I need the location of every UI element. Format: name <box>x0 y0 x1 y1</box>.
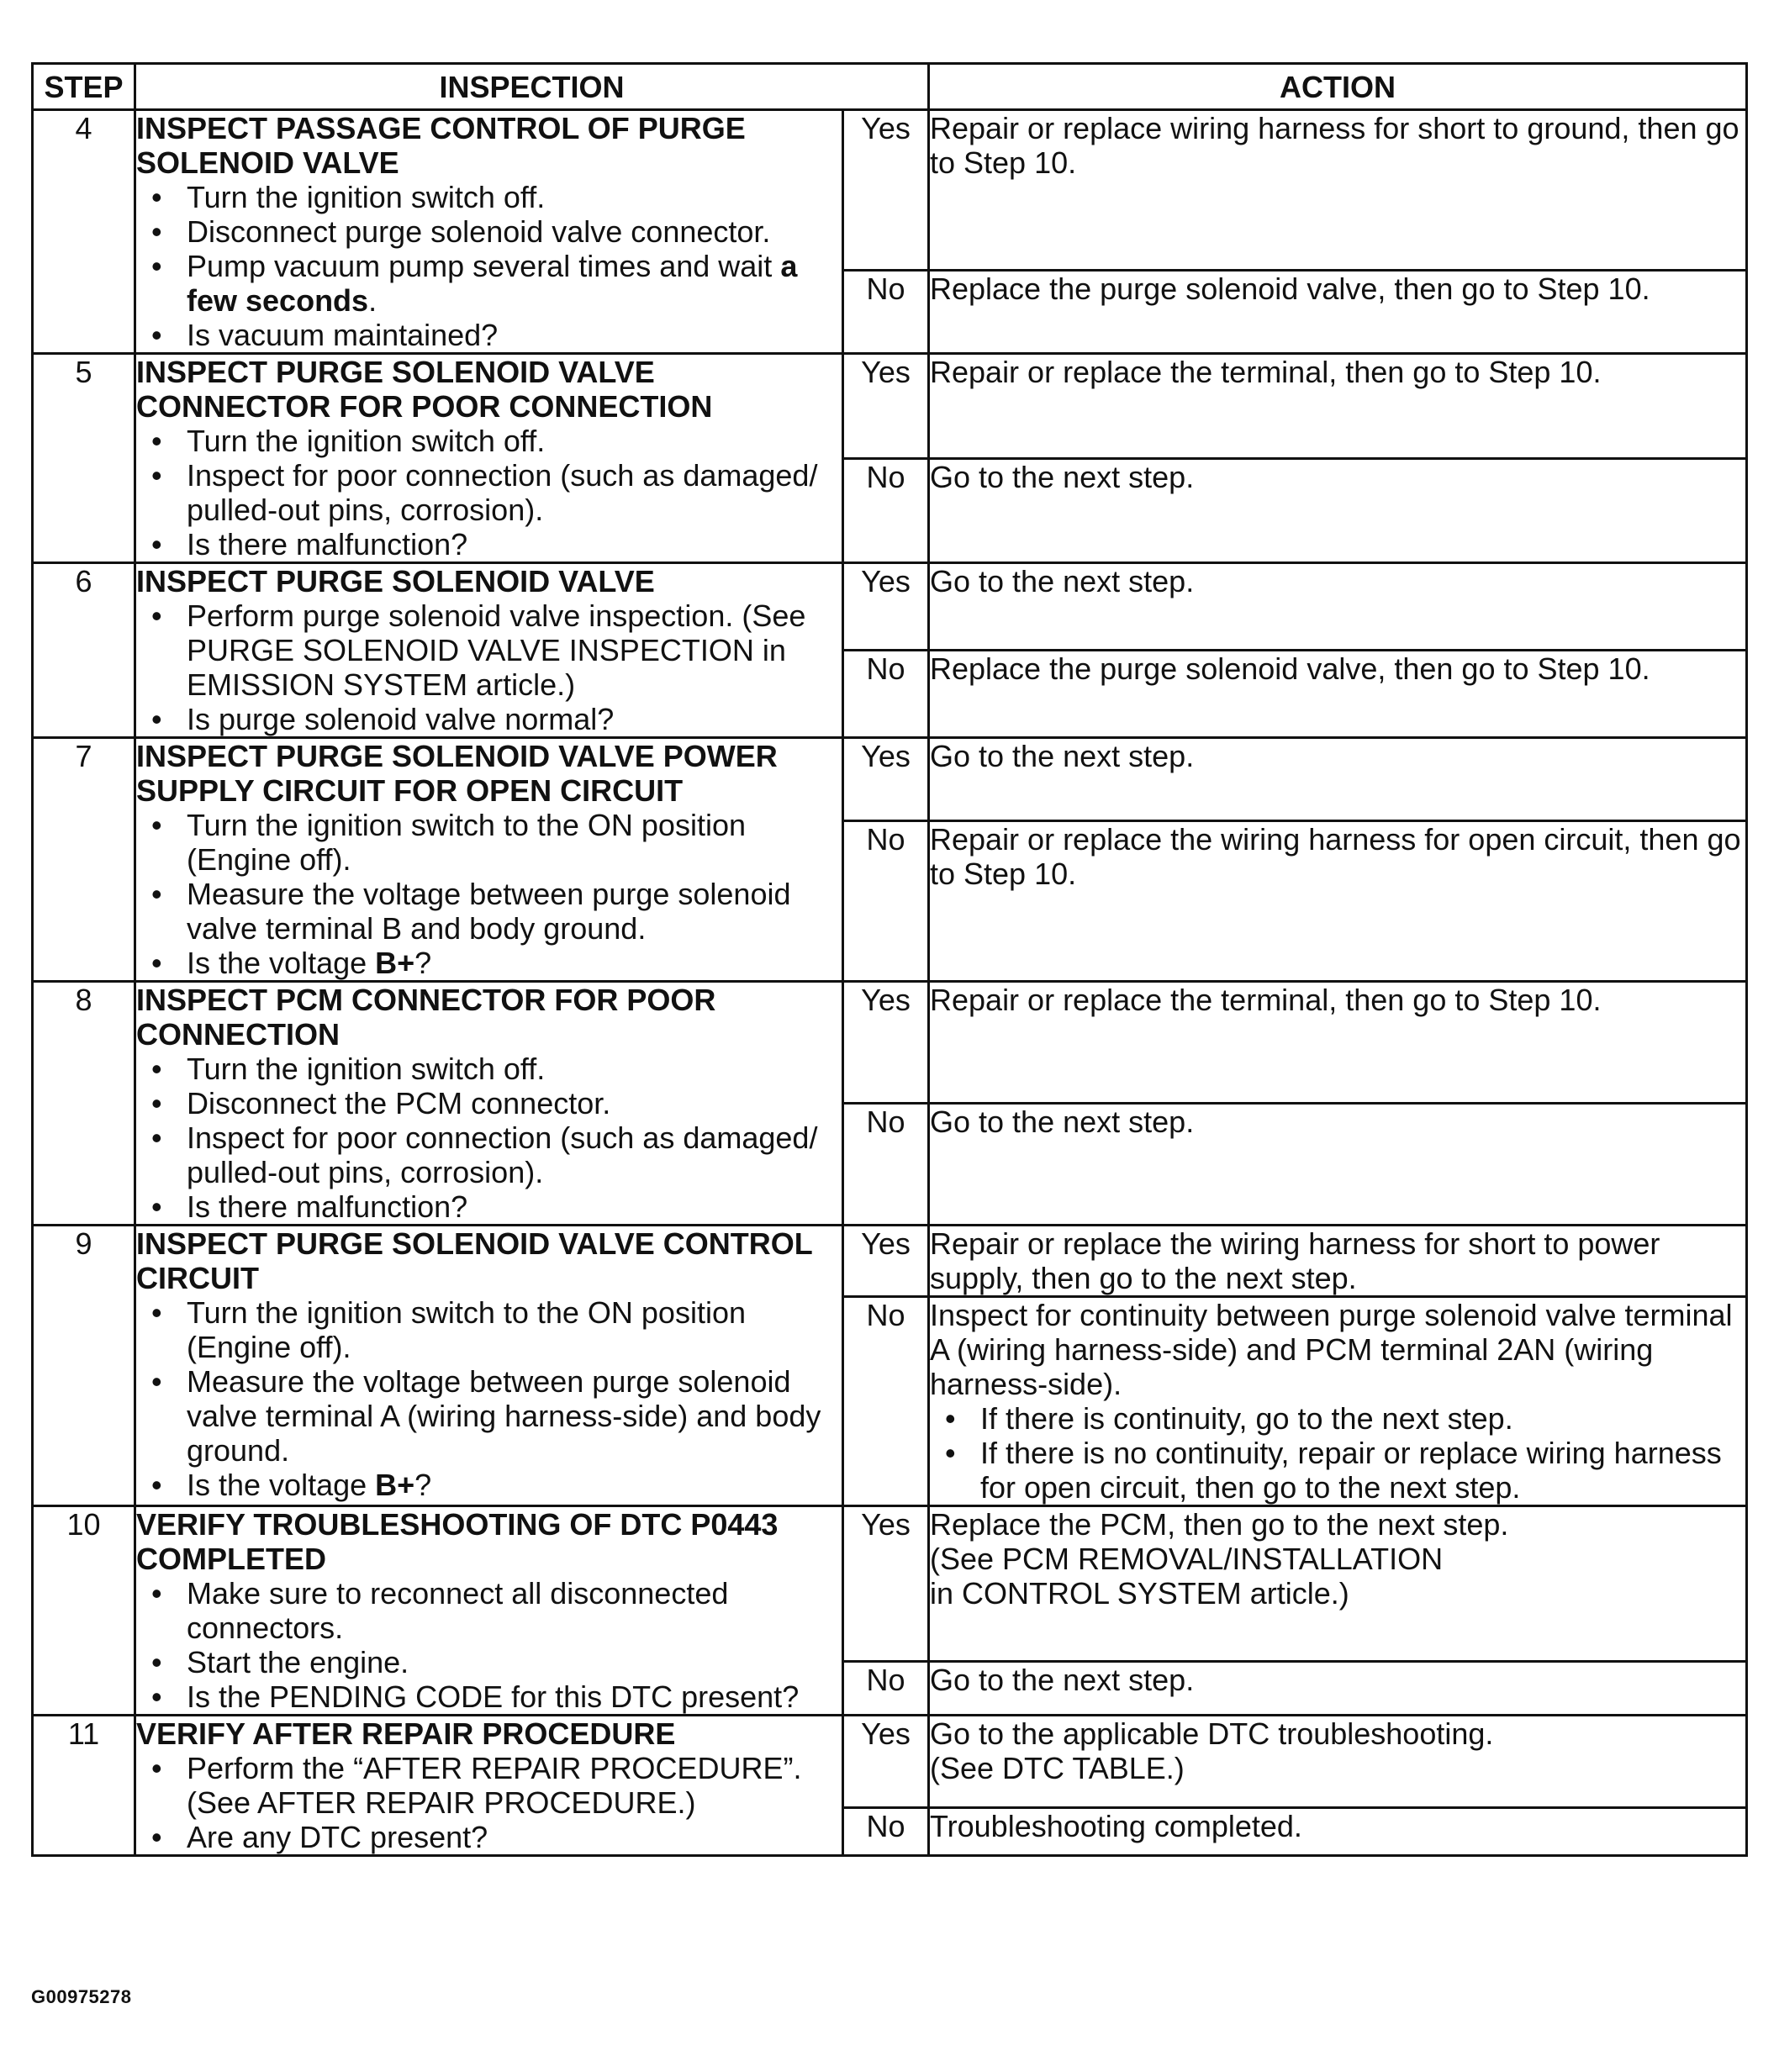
no-action-text: Replace the purge solenoid valve, then go to Step 10. <box>930 272 1650 307</box>
inspection-step: • Turn the ignition switch off. <box>187 180 842 214</box>
no-action-substep: • If there is no continuity, repair or replace wiring harness for open circuit, then go to the next step. <box>980 1436 1745 1505</box>
step-number: 6 <box>33 563 135 738</box>
inspection-title: INSPECT PURGE SOLENOID VALVE CONNECTOR FOR POOR CONNECTION <box>136 355 713 424</box>
inspection-step-emphasis: a few seconds <box>187 249 798 318</box>
no-action-substeps <box>930 1401 1745 1505</box>
no-action <box>929 271 1747 354</box>
yes-action: Repair or replace wiring harness for short to ground, then go to Step 10. <box>929 110 1747 271</box>
inspection-step: • Disconnect the PCM connector. <box>187 1086 842 1120</box>
inspection-title: INSPECT PASSAGE CONTROL OF PURGE SOLENOID VALVE <box>136 111 746 180</box>
no-action-text: Repair or replace the wiring harness for open circuit, then go to Step 10. <box>930 821 1741 891</box>
yes-action: Replace the PCM, then go to the next step. (See PCM REMOVAL/INSTALLATION in CONTROL SYSTEM article.) <box>929 1506 1747 1662</box>
no-action <box>929 651 1747 738</box>
table-row <box>33 354 1747 459</box>
inspection-step: • Is the PENDING CODE for this DTC present? <box>187 1679 842 1714</box>
yes-label: Yes <box>843 1226 929 1297</box>
table-header-row <box>33 64 1747 110</box>
inspection-cell <box>135 563 843 738</box>
inspection-step: • Perform the “AFTER REPAIR PROCEDURE”. (See AFTER REPAIR PROCEDURE.) <box>187 1751 842 1820</box>
step-column-header: STEP <box>33 64 135 110</box>
no-label: No <box>843 271 929 354</box>
inspection-steps <box>136 598 842 736</box>
table-row <box>33 1506 1747 1662</box>
inspection-cell <box>135 738 843 982</box>
inspection-step <box>187 249 842 318</box>
inspection-step: • Inspect for poor connection (such as damaged/ pulled-out pins, corrosion). <box>187 1120 842 1189</box>
no-action <box>929 820 1747 981</box>
inspection-steps <box>136 808 842 980</box>
yes-label: Yes <box>843 110 929 271</box>
inspection-step-tail: ? <box>414 1468 432 1502</box>
step-number: 5 <box>33 354 135 563</box>
table-row <box>33 1716 1747 1808</box>
inspection-cell <box>135 982 843 1226</box>
table-row <box>33 982 1747 1104</box>
inspection-steps <box>136 1052 842 1224</box>
no-label: No <box>843 1297 929 1506</box>
no-action-text: Go to the next step. <box>930 1105 1195 1139</box>
step-number: 9 <box>33 1226 135 1506</box>
yes-label: Yes <box>843 982 929 1104</box>
inspection-step-emphasis: B+ <box>375 946 415 980</box>
no-action-text: Troubleshooting completed. <box>930 1809 1302 1844</box>
inspection-step: • Make sure to reconnect all disconnected connectors. <box>187 1576 842 1645</box>
inspection-step <box>187 946 842 980</box>
step-number: 4 <box>33 110 135 354</box>
yes-action: Repair or replace the terminal, then go to Step 10. <box>929 354 1747 459</box>
step-number: 8 <box>33 982 135 1226</box>
inspection-step-emphasis: B+ <box>375 1468 415 1502</box>
inspection-step: • Turn the ignition switch to the ON position (Engine off). <box>187 1295 842 1364</box>
no-action-text: Replace the purge solenoid valve, then go to Step 10. <box>930 651 1650 686</box>
yes-label: Yes <box>843 1506 929 1662</box>
inspection-step: • Turn the ignition switch off. <box>187 1052 842 1086</box>
yes-label: Yes <box>843 563 929 651</box>
inspection-cell <box>135 1506 843 1716</box>
step-number: 11 <box>33 1716 135 1856</box>
inspection-title: INSPECT PURGE SOLENOID VALVE POWER SUPPLY CIRCUIT FOR OPEN CIRCUIT <box>136 739 778 808</box>
no-label: No <box>843 820 929 981</box>
yes-action: Go to the next step. <box>929 738 1747 821</box>
table-body <box>33 110 1747 1856</box>
no-label: No <box>843 1808 929 1856</box>
table-row <box>33 110 1747 271</box>
no-action-text: Go to the next step. <box>930 459 1195 494</box>
yes-action: Repair or replace the terminal, then go to Step 10. <box>929 982 1747 1104</box>
yes-label: Yes <box>843 1716 929 1808</box>
inspection-step: • Is there malfunction? <box>187 1189 842 1224</box>
inspection-column-header: INSPECTION <box>135 64 929 110</box>
inspection-step <box>187 1468 842 1502</box>
no-action <box>929 458 1747 563</box>
inspection-step: • Is purge solenoid valve normal? <box>187 702 842 736</box>
inspection-cell <box>135 354 843 563</box>
figure-id: G00975278 <box>31 1986 132 2007</box>
inspection-steps <box>136 1751 842 1854</box>
no-action <box>929 1104 1747 1226</box>
no-action <box>929 1808 1747 1856</box>
inspection-title: INSPECT PCM CONNECTOR FOR POOR CONNECTION <box>136 983 716 1052</box>
no-action-text: Inspect for continuity between purge solenoid valve terminal A (wiring harness-side) and PCM terminal 2AN (wiring harness-side). <box>930 1298 1733 1401</box>
no-label: No <box>843 1661 929 1715</box>
inspection-steps <box>136 424 842 561</box>
inspection-step: • Is there malfunction? <box>187 527 842 561</box>
inspection-step: • Turn the ignition switch to the ON position (Engine off). <box>187 808 842 877</box>
table-row <box>33 563 1747 651</box>
inspection-step: • Perform purge solenoid valve inspection. (See PURGE SOLENOID VALVE INSPECTION in EMISSION SYSTEM article.) <box>187 598 842 702</box>
inspection-step-tail: ? <box>414 946 432 980</box>
table-row <box>33 1226 1747 1297</box>
inspection-step: • Are any DTC present? <box>187 1820 842 1854</box>
inspection-step: • Start the engine. <box>187 1645 842 1679</box>
no-action-substep: • If there is continuity, go to the next step. <box>980 1401 1745 1436</box>
inspection-steps <box>136 180 842 352</box>
inspection-step-text: Pump vacuum pump several times and wait <box>187 249 781 283</box>
inspection-step-text: Is the voltage <box>187 1468 376 1502</box>
inspection-cell <box>135 1226 843 1506</box>
no-action <box>929 1297 1747 1506</box>
inspection-title: INSPECT PURGE SOLENOID VALVE CONTROL CIRCUIT <box>136 1226 813 1295</box>
troubleshooting-table <box>31 62 1748 1857</box>
inspection-step: • Is vacuum maintained? <box>187 318 842 352</box>
action-column-header: ACTION <box>929 64 1747 110</box>
no-label: No <box>843 1104 929 1226</box>
no-action <box>929 1661 1747 1715</box>
inspection-title: INSPECT PURGE SOLENOID VALVE <box>136 564 655 598</box>
no-action-text: Go to the next step. <box>930 1662 1195 1697</box>
inspection-cell <box>135 110 843 354</box>
step-number: 7 <box>33 738 135 982</box>
inspection-step: • Disconnect purge solenoid valve connector. <box>187 214 842 249</box>
inspection-step-text: Is the voltage <box>187 946 376 980</box>
inspection-step: • Inspect for poor connection (such as damaged/ pulled-out pins, corrosion). <box>187 458 842 527</box>
inspection-steps <box>136 1576 842 1714</box>
yes-label: Yes <box>843 354 929 459</box>
inspection-cell <box>135 1716 843 1856</box>
step-number: 10 <box>33 1506 135 1716</box>
inspection-step: • Measure the voltage between purge solenoid valve terminal B and body ground. <box>187 877 842 946</box>
table-row <box>33 738 1747 821</box>
no-label: No <box>843 458 929 563</box>
inspection-title: VERIFY AFTER REPAIR PROCEDURE <box>136 1716 676 1751</box>
inspection-title: VERIFY TROUBLESHOOTING OF DTC P0443 COMPLETED <box>136 1507 779 1576</box>
yes-label: Yes <box>843 738 929 821</box>
inspection-steps <box>136 1295 842 1502</box>
yes-action: Go to the applicable DTC troubleshooting. (See DTC TABLE.) <box>929 1716 1747 1808</box>
yes-action: Repair or replace the wiring harness for short to power supply, then go to the next step. <box>929 1226 1747 1297</box>
no-label: No <box>843 651 929 738</box>
inspection-step: • Measure the voltage between purge solenoid valve terminal A (wiring harness-side) and body ground. <box>187 1364 842 1468</box>
inspection-step-tail: . <box>368 283 377 318</box>
inspection-step: • Turn the ignition switch off. <box>187 424 842 458</box>
yes-action: Go to the next step. <box>929 563 1747 651</box>
